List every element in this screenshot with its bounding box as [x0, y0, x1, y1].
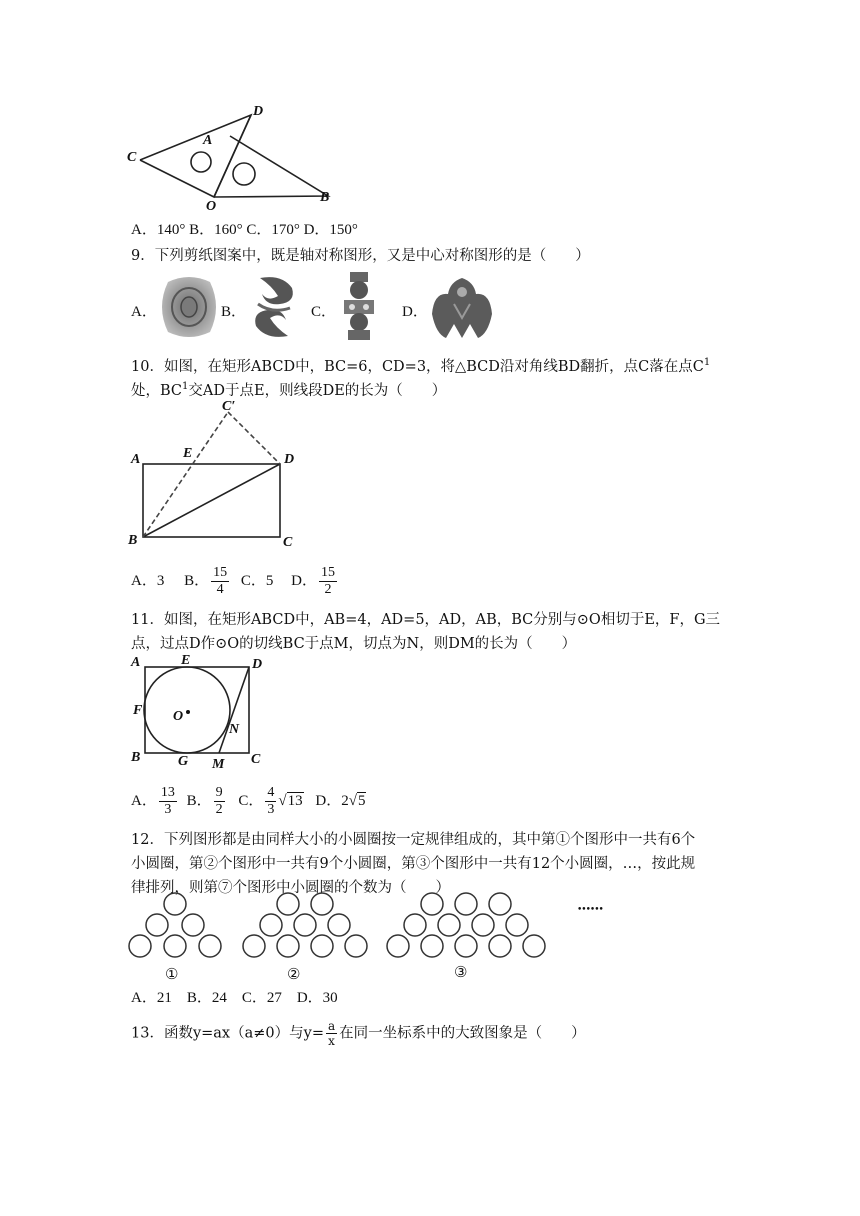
q11-label-m: M	[212, 757, 225, 772]
q9-option-c-label: C．	[311, 304, 337, 320]
q9-option-b-label: B．	[221, 304, 247, 320]
q11-option-a-fraction: $\frac{13}{3}$	[160, 785, 175, 817]
q11-option-a-label: A．	[131, 792, 157, 809]
q11-option-c-fraction: $\frac{4}{3}$	[267, 785, 275, 817]
q12-options: A．21 B．24 C．27 D．30	[131, 990, 338, 1006]
q10-option-b-label: B．	[184, 572, 210, 589]
q10-label-cprime: C′	[222, 399, 236, 414]
q8-label-b: B	[320, 190, 330, 205]
q12-figure-label-2: ②	[287, 965, 301, 983]
q13-stem-text-a: 13．函数y=ax（a≠0）与y=	[131, 1025, 324, 1042]
q10-stem-text-1: 10．如图，在矩形ABCD中，BC=6，CD=3，将△BCD沿对角线BD翻折，点C落在点C	[131, 359, 704, 375]
q10-option-b-fraction: $\frac{15}{4}$	[213, 565, 228, 597]
q10-label-d: D	[284, 452, 295, 467]
q11-label-n: N	[229, 722, 240, 737]
q10-option-d-fraction: $\frac{15}{2}$	[320, 565, 335, 597]
q10-sup-1: 1	[703, 357, 711, 369]
q11-option-d-sqrt: √5	[348, 792, 366, 809]
q10-option-c: C．5	[240, 572, 274, 589]
q12-figure-label-1: ①	[165, 965, 179, 983]
q9-stem: 9．下列剪纸图案中，既是轴对称图形，又是中心对称图形的是（ ）	[131, 248, 590, 264]
q11-option-b-label: B．	[186, 792, 212, 809]
q10-label-a: A	[131, 452, 141, 467]
q11-stem-line1: 11．如图，在矩形ABCD中，AB=4，AD=5，AD，AB，BC分别与⊙O相切于E，F，G三	[131, 612, 721, 628]
q10-label-e: E	[183, 446, 193, 461]
q10-label-c: C	[283, 535, 293, 550]
q11-stem-line2: 点，过点D作⊙O的切线BC于点M，切点为N，则DM的长为（ ）	[131, 636, 577, 652]
q8-label-a: A	[203, 133, 213, 148]
q13-stem-text-b: 在同一坐标系中的大致图象是（ ）	[339, 1025, 586, 1042]
q11-label-d: D	[252, 657, 263, 672]
q10-option-a: A．3	[131, 572, 165, 589]
q11-label-o: O	[173, 709, 184, 724]
q8-options: A．140° B．160° C．170° D．150°	[131, 222, 358, 238]
q12-stem-line2: 小圆圈，第②个图形中一共有9个小圆圈，第③个图形中一共有12个小圆圈，…，按此规	[131, 856, 696, 872]
q12-ellipsis-dots: ••••••	[577, 905, 603, 915]
q12-stem-line1: 12．下列图形都是由同样大小的小圆圈按一定规律组成的，其中第①个图形中一共有6个	[131, 832, 696, 848]
q10-stem-text-2b: 交AD于点E，则线段DE的长为（ ）	[188, 383, 447, 399]
q13-stem	[131, 1020, 586, 1047]
q9-option-a-label: A．	[131, 304, 157, 320]
q13-fraction: $\frac{a}{x}$	[327, 1019, 336, 1048]
q8-label-d: D	[253, 104, 264, 119]
q12-figure-label-3: ③	[454, 963, 468, 981]
q11-label-e: E	[181, 653, 191, 668]
q11-option-b-fraction: $\frac{9}{2}$	[215, 785, 223, 817]
q9-option-d-label: D．	[402, 304, 428, 320]
q11-option-c-label: C．	[238, 792, 264, 809]
q10-sup-2: 1	[182, 381, 189, 393]
q11-option-c-sqrt: √13	[278, 792, 303, 809]
q10-label-b: B	[128, 533, 138, 548]
q11-label-a: A	[131, 655, 141, 670]
q10-option-d-label: D．	[291, 572, 317, 589]
q11-label-b: B	[131, 750, 141, 765]
q11-label-g: G	[178, 754, 189, 769]
q11-label-c: C	[251, 752, 261, 767]
q11-option-d-label: D．2	[315, 792, 349, 809]
q8-label-c: C	[127, 150, 137, 165]
q11-label-f: F	[133, 703, 143, 718]
q12-stem-line3: 律排列，则第⑦个图形中小圆圈的个数为（ ）	[131, 880, 450, 896]
q8-label-o: O	[206, 199, 217, 214]
q10-stem-text-2a: 处，BC	[131, 383, 183, 399]
